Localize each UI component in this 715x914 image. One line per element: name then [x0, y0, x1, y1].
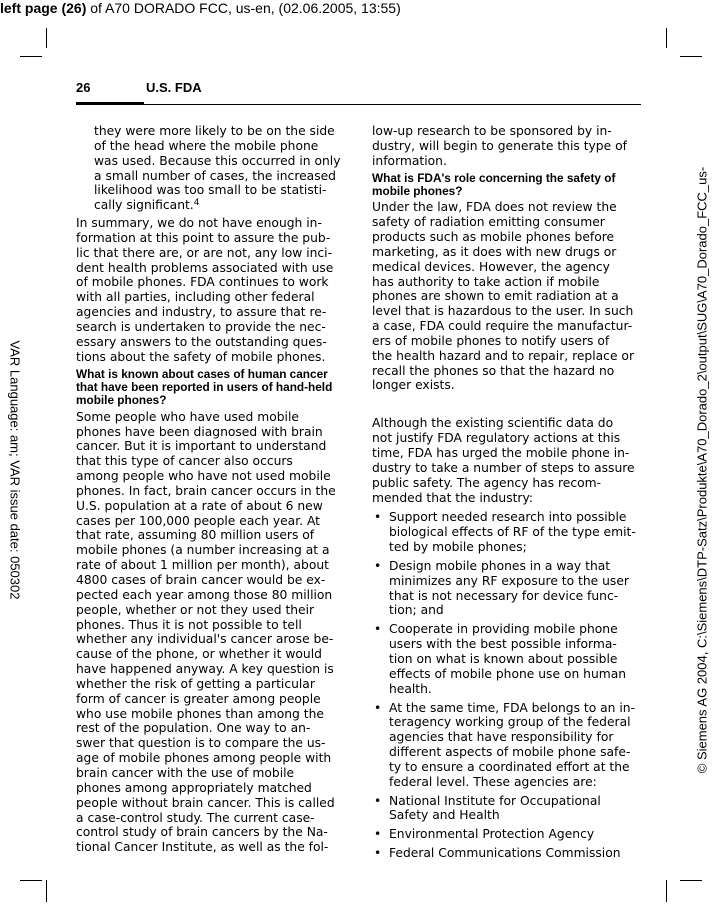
- text-line: people, whether or not they used their: [76, 602, 315, 617]
- text-line: with all parties, including other federal: [76, 290, 315, 305]
- text-line: whether the risk of getting a particular: [76, 676, 315, 691]
- text-line: phones. Thus it is not possible to tell: [76, 617, 302, 632]
- text-line: ers of mobile phones to notify users of: [372, 333, 610, 348]
- text-line: that rate, assuming 80 million users of: [76, 528, 315, 543]
- text-line: that this type of cancer also occurs: [76, 454, 293, 469]
- header-rule-thick: [76, 102, 144, 105]
- text-line: brain cancer with the use of mobile: [76, 765, 295, 780]
- text-line: people without brain cancer. This is called: [76, 795, 335, 810]
- text-line: a case-control study. The current case-: [76, 810, 315, 825]
- text-line: products such as mobile phones before: [372, 230, 615, 245]
- text-line: biological effects of RF of the type emit-: [389, 525, 636, 540]
- list-item: [372, 827, 635, 842]
- crop-mark: [46, 28, 47, 48]
- header-rule: [144, 104, 641, 105]
- text-line: public safety. The agency has recom-: [372, 475, 602, 490]
- text-line: of the head where the mobile phone: [94, 138, 319, 153]
- text-line: cancer. But it is important to understand: [76, 439, 327, 454]
- text-line: was used. Because this occurred in only: [94, 153, 341, 168]
- text-line: Under the law, FDA does not review the: [372, 200, 617, 215]
- text-line: cally significant.$^4$: [94, 198, 200, 213]
- text-line: ty to ensure a coordinated effort at the: [389, 759, 630, 774]
- text-line: swer that question is to compare the us-: [76, 736, 326, 751]
- text-line: phones among appropriately matched: [76, 780, 312, 795]
- print-header: [0, 0, 401, 16]
- text-line: the health hazard and to repair, replace or: [372, 348, 634, 363]
- text-line: 4800 cases of brain cancer would be ex-: [76, 573, 326, 587]
- text-line: minimizes any RF exposure to the user: [389, 573, 629, 588]
- footnote-marker: 4: [193, 198, 200, 209]
- paragraph-gap: [372, 393, 635, 416]
- list-item: [372, 846, 635, 861]
- text-line: low-up research to be sponsored by in-: [372, 124, 612, 138]
- text-line: agencies that have responsibility for: [389, 730, 614, 745]
- text-line: phones. In fact, brain cancer occurs in the: [76, 483, 336, 498]
- text-line: of mobile phones. FDA continues to work: [76, 275, 329, 290]
- text-line: time, FDA has urged the mobile phone in-: [372, 446, 630, 460]
- quoted-study-paragraph: [76, 124, 339, 213]
- text-line: they were more likely to be on the side: [94, 124, 335, 138]
- text-line: dent health problems associated with use: [76, 260, 334, 275]
- text-line: tion; and: [389, 603, 444, 618]
- text-line: mobile phones?: [372, 183, 463, 198]
- bullet-icon: •: [374, 558, 382, 573]
- text-line: cases per 100,000 people each year. At: [76, 513, 320, 528]
- text-line: age of mobile phones among people with: [76, 751, 332, 766]
- list-item: [372, 794, 635, 824]
- text-line: level that is hazardous to the user. In such: [372, 304, 634, 319]
- text-line: phones are shown to emit radiation at a: [372, 289, 619, 304]
- bullet-icon: •: [374, 846, 382, 861]
- text-line: likelihood was too small to be statisti-: [94, 183, 327, 198]
- crop-mark: [46, 880, 47, 902]
- text-line: control study of brain cancers by the Na-: [76, 825, 328, 840]
- text-line: What is FDA's role concerning the safety of: [372, 170, 616, 185]
- text-line: among people who have not used mobile: [76, 469, 331, 484]
- text-line: a case, FDA could require the manufactur-: [372, 319, 633, 334]
- text-line: rest of the population. One way to an-: [76, 721, 311, 736]
- text-line: cause of the phone, or whether it would: [76, 647, 322, 662]
- text-line: In summary, we do not have enough in-: [76, 216, 322, 231]
- fda-law-paragraph: [372, 200, 635, 393]
- text-line: formation at this point to assure the pub-: [76, 230, 331, 245]
- text-line: recall the phones so that the hazard no: [372, 363, 615, 378]
- text-line: U.S. population at a rate of about 6 new: [76, 498, 323, 513]
- recommendations-paragraph: [372, 416, 635, 505]
- print-header-info: of A70 DORADO FCC, us-en, (02.06.2005, 13:55): [86, 0, 401, 16]
- text-line: different aspects of mobile phone safe-: [389, 745, 631, 760]
- text-line: medical devices. However, the agency: [372, 259, 610, 274]
- list-item: [372, 510, 635, 555]
- text-line: effects of mobile phone use on human: [389, 666, 627, 681]
- text-line: Some people who have used mobile: [76, 409, 299, 424]
- var-language-text: VAR Language: am; VAR issue date: 050302: [7, 340, 23, 600]
- text-line: Design mobile phones in a way that: [389, 558, 611, 573]
- bullet-icon: •: [374, 510, 382, 525]
- text-line: longer exists.: [372, 378, 455, 393]
- text-line: whether any individual's cancer arose be-: [76, 632, 334, 647]
- text-line: marketing, as it does with new drugs or: [372, 244, 617, 259]
- text-line: What is known about cases of human cancer: [76, 366, 328, 381]
- bullet-icon: •: [374, 793, 382, 808]
- text-line: users with the best possible informa-: [389, 637, 617, 652]
- list-item: [372, 622, 635, 696]
- text-line: essary answers to the outstanding ques-: [76, 334, 327, 349]
- text-line: At the same time, FDA belongs to an in-: [389, 700, 636, 715]
- text-line: a small number of cases, the increased: [94, 168, 336, 183]
- cancer-cases-heading: [76, 368, 339, 408]
- text-line: mobile phones?: [76, 393, 167, 408]
- text-line: tional Cancer Institute, as well as the fol-: [76, 840, 329, 855]
- text-line: Environmental Protection Agency: [389, 827, 595, 842]
- section-title: U.S. FDA: [146, 80, 202, 95]
- recommendations-list: [372, 510, 635, 861]
- right-column: [372, 124, 635, 865]
- list-item: [372, 559, 635, 618]
- text-line: form of cancer is greater among people: [76, 691, 321, 706]
- text-line: has authority to take action if mobile: [372, 274, 600, 289]
- bullet-icon: •: [374, 622, 382, 637]
- crop-mark: [680, 880, 702, 881]
- text-line: tions about the safety of mobile phones.: [76, 349, 326, 364]
- crop-mark: [666, 28, 667, 48]
- text-line: not justify FDA regulatory actions at this: [372, 431, 621, 446]
- print-header-page-label: left page (26): [0, 0, 87, 16]
- text-line: rate of about 1 million per month), about: [76, 558, 329, 573]
- text-line: lic that there are, or are not, any low inci-: [76, 245, 333, 260]
- text-line: teragency working group of the federal: [389, 715, 631, 730]
- bullet-icon: •: [374, 827, 382, 842]
- continued-paragraph: [372, 124, 635, 169]
- crop-mark: [20, 880, 42, 881]
- text-line: health.: [389, 681, 432, 696]
- text-line: Support needed research into possible: [389, 510, 627, 525]
- left-column: [76, 124, 339, 855]
- text-line: search is undertaken to provide the nec-: [76, 319, 326, 334]
- crop-mark: [20, 56, 42, 57]
- bullet-icon: •: [374, 700, 382, 715]
- text-line: that have been reported in users of hand-held: [76, 379, 333, 394]
- text-line: that is not necessary for device func-: [389, 588, 619, 603]
- crop-mark: [666, 880, 667, 902]
- text-line: phones have been diagnosed with brain: [76, 424, 323, 439]
- text-line: safety of radiation emitting consumer: [372, 215, 605, 230]
- text-line: Although the existing scientific data do: [372, 416, 614, 431]
- text-line: dustry to take a number of steps to assure: [372, 460, 635, 475]
- text-line: Federal Communications Commission: [389, 846, 621, 861]
- copyright-path-text: © Siemens AG 2004, C:\Siemens\DTP-Satz\Produkte\A70_Dorado_2\output\SUG\A70_Dorado_FCC_us-: [694, 166, 710, 774]
- crop-mark: [680, 56, 702, 57]
- summary-paragraph: [76, 216, 339, 364]
- text-line: tion on what is known about possible: [389, 651, 618, 666]
- fda-role-heading: [372, 172, 635, 199]
- text-line: mended that the industry:: [372, 490, 534, 505]
- list-item: [372, 701, 635, 790]
- text-line: Cooperate in providing mobile phone: [389, 622, 618, 637]
- text-line: information.: [372, 153, 447, 168]
- page-number: 26: [76, 80, 91, 95]
- text-line: pected each year among those 80 million: [76, 587, 333, 602]
- text-line: have happened anyway. A key question is: [76, 662, 334, 677]
- text-line: dustry, will begin to generate this type of: [372, 138, 627, 153]
- text-line: who use mobile phones than among the: [76, 706, 324, 721]
- text-line: mobile phones (a number increasing at a: [76, 543, 330, 558]
- cancer-cases-paragraph: [76, 410, 339, 855]
- text-line: ted by mobile phones;: [389, 540, 527, 555]
- text-line: federal level. These agencies are:: [389, 774, 597, 789]
- text-line: Safety and Health: [389, 808, 500, 823]
- text-line: agencies and industry, to assure that re-: [76, 305, 327, 320]
- text-line: National Institute for Occupational: [389, 793, 601, 808]
